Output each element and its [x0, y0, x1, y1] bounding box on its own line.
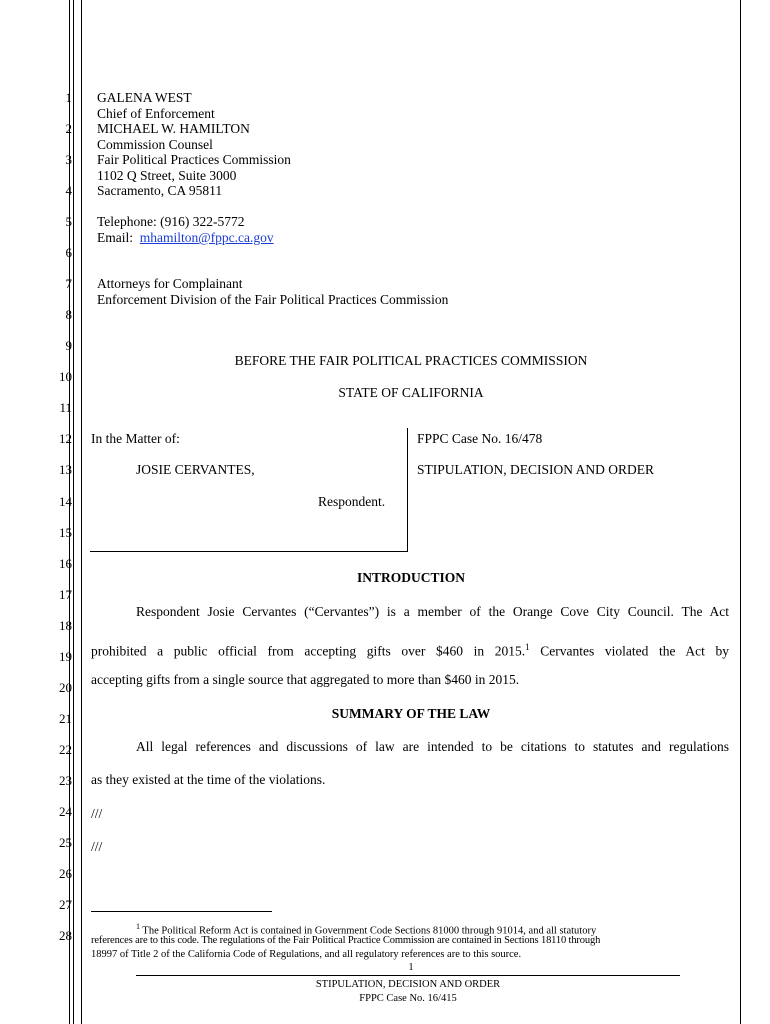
email-row: [97, 230, 274, 246]
right-margin-rule: [740, 0, 741, 1024]
court-title: BEFORE THE FAIR POLITICAL PRACTICES COMMISSION: [234, 353, 588, 368]
document-title: STIPULATION, DECISION AND ORDER: [417, 462, 655, 477]
intro-line-2-part-1: prohibited a public official from accepting gifts over $460 in 2015.: [91, 643, 526, 659]
case-number: FPPC Case No. 16/478: [417, 431, 543, 446]
line-number: 26: [59, 866, 72, 881]
line-number: 1: [65, 90, 72, 105]
intro-paragraph-line-3: accepting gifts from a single source that aggregated to more than $460 in 2015.: [91, 672, 520, 687]
line-number: 22: [59, 742, 72, 757]
intro-line-2-part-2: Cervantes violated the Act by: [529, 643, 729, 659]
summary-heading: SUMMARY OF THE LAW: [331, 706, 491, 721]
line-number: 5: [65, 214, 72, 229]
line-number: 2: [65, 121, 72, 136]
left-margin-rule-2: [73, 0, 74, 1024]
line-number: 23: [59, 773, 72, 788]
line-number: 3: [65, 152, 72, 167]
footnote-separator: [91, 911, 272, 912]
introduction-heading: INTRODUCTION: [356, 570, 465, 585]
header-line-2: Chief of Enforcement: [97, 106, 215, 121]
header-line-4: Commission Counsel: [97, 137, 213, 152]
court-state: STATE OF CALIFORNIA: [338, 385, 484, 400]
line-number: 12: [59, 431, 72, 446]
line-number: 11: [59, 400, 72, 415]
line-number: 14: [59, 494, 72, 509]
footer-title: STIPULATION, DECISION AND ORDER: [315, 979, 501, 990]
line-number: 17: [59, 587, 72, 602]
line-number: 19: [59, 649, 72, 664]
attorneys-line-1: Attorneys for Complainant: [97, 276, 243, 291]
in-the-matter-of: In the Matter of:: [91, 431, 180, 446]
footnote-line-3: 18997 of Title 2 of the California Code of Regulations, and all regulatory references are to this source.: [91, 949, 522, 960]
line-number: 13: [59, 462, 72, 477]
line-number: 16: [59, 556, 72, 571]
line-number: 21: [59, 711, 72, 726]
line-number: 18: [59, 618, 72, 633]
header-line-1: GALENA WEST: [97, 90, 192, 105]
footnote-reference: 1: [525, 642, 530, 652]
caption-divider-vertical: [407, 428, 408, 552]
header-line-5: Fair Political Practices Commission: [97, 152, 291, 167]
caption-divider-horizontal: [90, 551, 408, 552]
line-number: 6: [65, 245, 72, 260]
header-line-6: 1102 Q Street, Suite 3000: [97, 168, 237, 183]
respondent-name: JOSIE CERVANTES,: [136, 462, 255, 477]
line-number: 8: [65, 307, 72, 322]
email-label: Email:: [97, 230, 133, 245]
line-number: 15: [59, 525, 72, 540]
footer-rule: [136, 975, 680, 976]
header-line-3: MICHAEL W. HAMILTON: [97, 121, 250, 136]
line-number: 9: [65, 338, 72, 353]
footnote-line-2: references are to this code. The regulations of the Fair Political Practice Commission are contained in Sections 18110 through: [91, 935, 601, 946]
respondent-label: Respondent.: [318, 494, 386, 509]
header-line-7: Sacramento, CA 95811: [97, 183, 223, 198]
email-link[interactable]: mhamilton@fppc.ca.gov: [139, 230, 274, 245]
line-number: 4: [65, 183, 72, 198]
intro-paragraph-line-2: [91, 640, 729, 659]
line-number: 27: [59, 897, 72, 912]
summary-line-1: All legal references and discussions of law are intended to be citations to statutes and regulations: [136, 739, 729, 754]
footer-case-number: FPPC Case No. 16/415: [359, 993, 457, 1004]
line-number: 7: [65, 276, 72, 291]
line-number: 20: [59, 680, 72, 695]
footnote-mark: 1: [136, 922, 140, 931]
continuation-slashes-2: ///: [91, 839, 103, 854]
line-number: 25: [59, 835, 72, 850]
intro-paragraph-line-1: Respondent Josie Cervantes (“Cervantes”) is a member of the Orange Cove City Council. The Act: [136, 604, 729, 619]
footnote-line-1-text: The Political Reform Act is contained in Government Code Sections 81000 through 91014, and all statutory: [140, 925, 597, 937]
line-number: 10: [59, 369, 72, 384]
line-number: 28: [59, 928, 72, 943]
summary-line-2: as they existed at the time of the violations.: [91, 772, 326, 787]
attorneys-line-2: Enforcement Division of the Fair Political Practices Commission: [97, 292, 449, 307]
left-margin-rule-3: [81, 0, 82, 1024]
telephone: Telephone: (916) 322-5772: [97, 214, 245, 229]
line-number: 24: [59, 804, 72, 819]
page-number: 1: [408, 962, 414, 973]
continuation-slashes-1: ///: [91, 806, 103, 821]
